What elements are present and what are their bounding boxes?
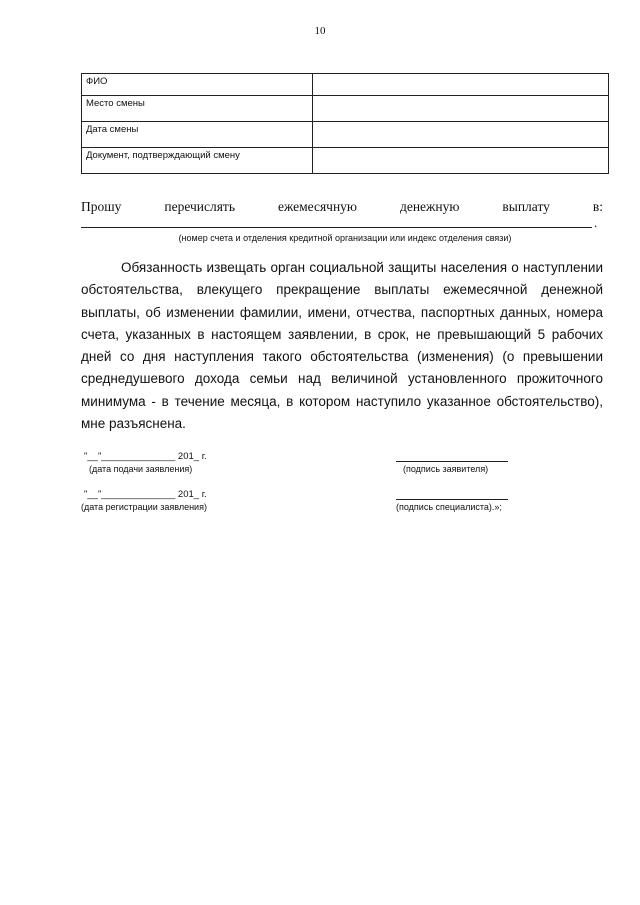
page-number: 10 xyxy=(314,25,326,37)
table-label-change-place: Место смены xyxy=(82,96,313,122)
table-label-change-document: Документ, подтверждающий смену xyxy=(82,148,313,174)
account-number-field[interactable] xyxy=(81,227,592,228)
account-line-end-mark: . xyxy=(594,215,598,230)
application-date-caption: (дата подачи заявления) xyxy=(89,464,193,474)
table-value-change-document[interactable] xyxy=(313,148,609,174)
request-word: перечислять xyxy=(164,199,235,214)
applicant-signature-line[interactable] xyxy=(396,461,508,462)
application-date-line[interactable]: "__"______________ 201_ г. xyxy=(84,451,207,462)
registration-date-line[interactable]: "__"______________ 201_ г. xyxy=(84,489,207,500)
table-value-change-date[interactable] xyxy=(313,122,609,148)
table-row xyxy=(82,122,609,148)
specialist-signature-line[interactable] xyxy=(396,499,508,500)
request-word: ежемесячную xyxy=(277,199,358,214)
table-row xyxy=(82,148,609,174)
account-field-caption: (номер счета и отделения кредитной организации или индекс отделения связи) xyxy=(178,233,512,243)
table-value-fio[interactable] xyxy=(313,74,609,96)
notification-duty-paragraph: Обязанность извещать орган социальной защиты населения о наступлении обстоятельства, влекущего прекращение выплаты ежемесячной денежной выплаты, об изменении фамилии, имени, отчества, паспортных данных, номера счета, указанных в настоящем заявлении, в срок, не превышающий 5 рабочих дней со дня наступления такого обстоятельства (изменения) (о превышении среднедушевого дохода семьи над величиной установленного прожиточного минимума - в течение месяца, в котором наступило указанное обстоятельство), мне разъяснена. xyxy=(81,260,603,432)
registration-date-caption: (дата регистрации заявления) xyxy=(81,502,207,512)
table-row xyxy=(82,96,609,122)
applicant-change-table xyxy=(81,73,609,174)
table-row xyxy=(82,74,609,96)
request-word: денежную xyxy=(399,199,460,214)
payment-request-line xyxy=(81,199,603,215)
table-label-change-date: Дата смены xyxy=(82,122,313,148)
request-word: в: xyxy=(592,199,603,214)
table-label-fio: ФИО xyxy=(82,74,313,96)
request-word: выплату xyxy=(502,199,550,214)
request-word: Прошу xyxy=(81,199,122,214)
table-value-change-place[interactable] xyxy=(313,96,609,122)
applicant-signature-caption: (подпись заявителя) xyxy=(403,464,489,474)
specialist-signature-caption: (подпись специалиста).»; xyxy=(396,502,502,512)
